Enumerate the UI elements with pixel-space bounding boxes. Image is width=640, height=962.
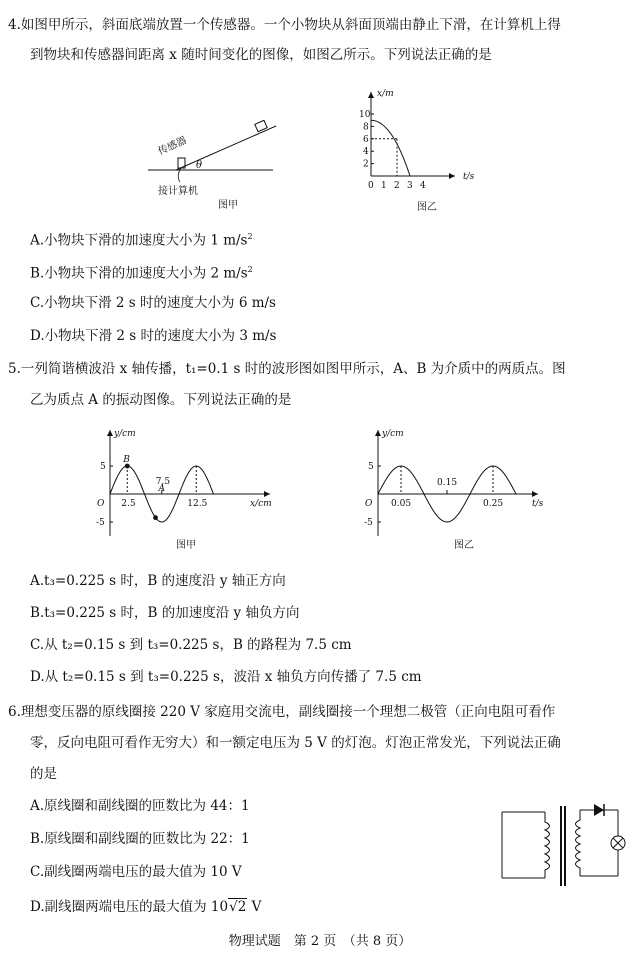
- q5-option-a[interactable]: A.t₃=0.225 s 时，B 的速度沿 y 轴正方向: [30, 573, 286, 589]
- x-tick-label: 12.5: [187, 499, 208, 509]
- origin-label: O: [97, 499, 105, 509]
- y-tick-label: 8: [363, 122, 369, 133]
- q4-option-c[interactable]: C.小物块下滑 2 s 时的速度大小为 6 m/s: [30, 295, 276, 311]
- fig4b-caption: 图乙: [417, 202, 437, 213]
- origin-label: O: [365, 499, 373, 509]
- y-axis-arrow: [368, 92, 374, 98]
- q5-option-d[interactable]: D.从 t₂=0.15 s 到 t₃=0.225 s，波沿 x 轴负方向传播了 7.5 cm: [30, 669, 422, 685]
- incline-diagram: [148, 110, 288, 214]
- y-tick-label: -5: [364, 518, 373, 528]
- x-axis-label: t/s: [463, 172, 475, 182]
- y-tick-label: 2: [363, 159, 369, 170]
- q6-option-d-unit: V: [247, 899, 262, 915]
- q6-option-c[interactable]: C.副线圈两端电压的最大值为 10 V: [30, 864, 242, 880]
- y-axis-arrow: [107, 430, 113, 436]
- sqrt-symbol: √2: [229, 899, 247, 915]
- vibration-graph: [362, 424, 552, 552]
- y-axis-label: y/cm: [382, 429, 404, 439]
- point-b-label: B: [123, 455, 130, 465]
- y-axis-label: y/cm: [114, 429, 136, 439]
- q6-stem-line-2: 零，反向电阻可看作无穷大）和一额定电压为 5 V 的灯泡。灯泡正常发光，下列说法正确: [30, 735, 561, 751]
- q4-stem-line-1: 4.如图甲所示，斜面底端放置一个传感器。一个小物块从斜面顶端由静止下滑，在计算机上得: [8, 17, 561, 33]
- q4-option-b-text: B.小物块下滑的加速度大小为 2 m/s: [30, 265, 248, 282]
- y-tick-label: 5: [368, 462, 374, 472]
- xt-graph: [355, 86, 495, 216]
- fig4a-caption: 图甲: [218, 200, 238, 211]
- x-tick-label: 2.5: [121, 499, 136, 509]
- y-tick-label: 5: [100, 462, 106, 472]
- fig5b-caption: 图乙: [454, 540, 474, 551]
- q4-option-a[interactable]: [30, 228, 253, 250]
- q6-option-b[interactable]: B.原线圈和副线圈的匝数比为 22：1: [30, 831, 250, 847]
- q4-option-d[interactable]: D.小物块下滑 2 s 时的速度大小为 3 m/s: [30, 328, 277, 344]
- page-footer: 物理试题 第 2 页 （共 8 页）: [228, 934, 412, 949]
- y-tick-label: 4: [363, 147, 369, 158]
- x-tick-label: 7.5: [155, 476, 171, 487]
- x-tick-label: 0: [368, 181, 374, 191]
- x-axis-label: x/cm: [250, 499, 272, 509]
- q4-option-b[interactable]: [30, 261, 253, 283]
- primary-coil: [545, 812, 550, 878]
- q5-stem-line-2: 乙为质点 A 的振动图像。下列说法正确的是: [30, 392, 292, 408]
- q6-stem-line-3: 的是: [30, 766, 57, 782]
- x-tick-label: 0.15: [437, 478, 458, 489]
- q5-stem-line-1: 5.一列简谐横波沿 x 轴传播，t₁=0.1 s 时的波形图如图甲所示，A、B 为介质中的两质点。图: [8, 361, 566, 377]
- q6-option-d-text: D.副线圈两端电压的最大值为 10: [30, 899, 229, 915]
- x-tick-label: 0.05: [391, 499, 412, 509]
- diode-icon: [594, 804, 604, 816]
- x-tick-label: 0.25: [483, 499, 504, 509]
- x-axis-label: t/s: [532, 499, 544, 509]
- q4-option-b-sup: 2: [247, 265, 253, 274]
- x-tick-label: 4: [420, 181, 426, 191]
- q6-option-d-root: 2: [237, 899, 247, 915]
- q6-option-d[interactable]: [30, 898, 261, 916]
- q5-option-c[interactable]: C.从 t₂=0.15 s 到 t₃=0.225 s，B 的路程为 7.5 cm: [30, 637, 352, 653]
- q5-option-b[interactable]: B.t₃=0.225 s 时，B 的加速度沿 y 轴负方向: [30, 605, 300, 621]
- angle-label: θ: [196, 160, 203, 171]
- point-a: [153, 515, 158, 520]
- xt-curve: [371, 120, 410, 176]
- x-axis-arrow: [449, 173, 455, 179]
- point-a-label: A: [158, 484, 166, 494]
- block: [255, 120, 267, 131]
- x-axis-arrow: [264, 491, 270, 497]
- x-tick-label: 2: [394, 181, 400, 191]
- y-tick-label: -5: [96, 518, 105, 528]
- incline-line: [176, 126, 276, 170]
- transformer-circuit: [490, 800, 630, 890]
- q4-stem-line-2: 到物块和传感器间距离 x 随时间变化的图像，如图乙所示。下列说法正确的是: [30, 47, 492, 63]
- x-tick-label: 3: [407, 181, 413, 191]
- q4-option-a-sup: 2: [247, 232, 253, 241]
- secondary-coil: [576, 810, 581, 876]
- q6-option-a[interactable]: A.原线圈和副线圈的匝数比为 44：1: [30, 798, 250, 814]
- computer-label: 接计算机: [158, 186, 198, 197]
- y-axis-label: x/m: [377, 89, 394, 99]
- y-tick-label: 6: [363, 134, 369, 145]
- wave-graph: [94, 424, 284, 552]
- y-tick-label: 10: [359, 110, 371, 120]
- x-tick-label: 1: [381, 181, 387, 191]
- q6-stem-line-1: 6.理想变压器的原线圈接 220 V 家庭用交流电，副线圈接一个理想二极管（正向电阻可看作: [8, 704, 556, 720]
- q4-option-a-text: A.小物块下滑的加速度大小为 1 m/s: [30, 232, 248, 249]
- y-axis-arrow: [375, 430, 381, 436]
- x-axis-arrow: [532, 491, 538, 497]
- sensor-label: 传感器: [156, 135, 189, 158]
- fig5a-caption: 图甲: [176, 540, 196, 551]
